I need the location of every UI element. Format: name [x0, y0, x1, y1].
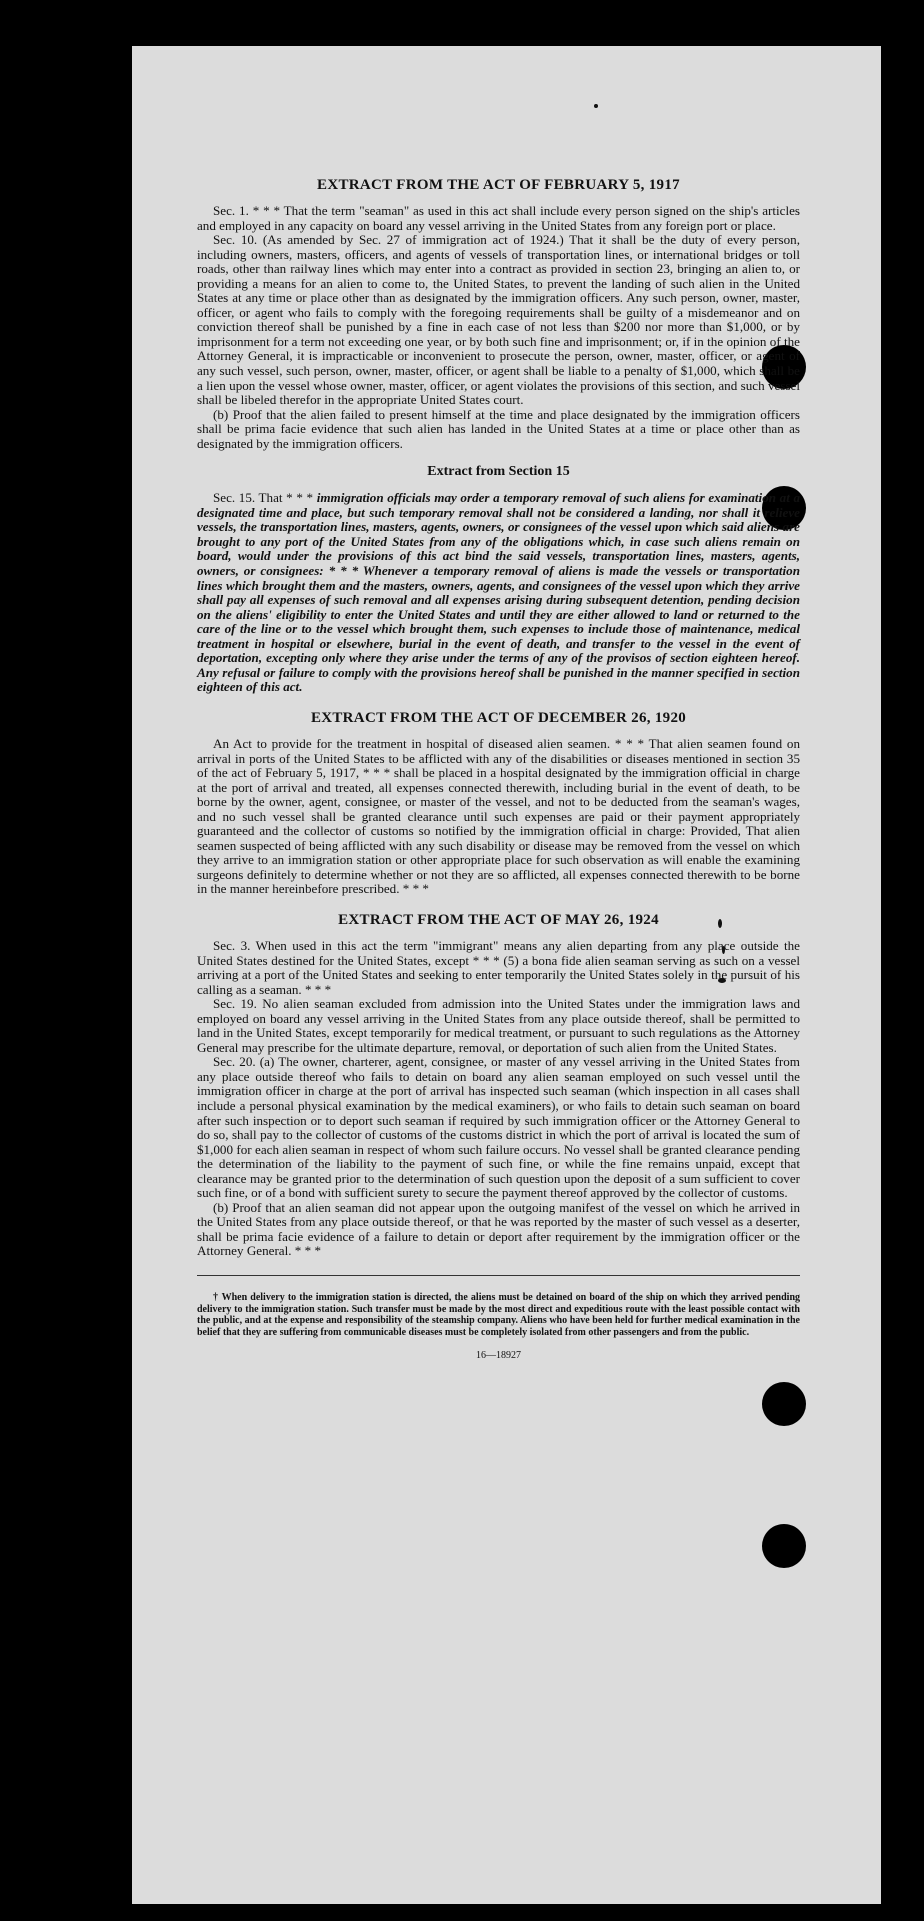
sec20b-paragraph: (b) Proof that an alien seaman did not appear upon the outgoing manifest of the vessel on which he arrived in the United States from any place outside thereof, or that he was reported by the master of such vessel as a deserter, shall be prima facie evidence of a failure to detain or deport after requirement by the immigration officer or the Attorney General. * * *: [197, 1199, 800, 1259]
punch-hole: [762, 1524, 806, 1568]
sec15-paragraph: [197, 491, 800, 695]
document-body: [197, 176, 800, 1361]
footnote: [197, 1292, 800, 1338]
section-title-1924: EXTRACT FROM THE ACT OF MAY 26, 1924: [338, 911, 659, 928]
act-1920-paragraph: An Act to provide for the treatment in hospital of diseased alien seamen. * * * That alien seamen found on arrival in ports of the United States to be afflicted with any of the disabilities or diseases mentioned in section 35 of the act of February 5, 1917, * * * shall be placed in a hospital designated by the immigration official in charge at the port of arrival and treated, all expenses connected therewith, including burial in the event of death, to be borne by the owner, agent, consignee, or master of the vessel, and not to be deducted from the seaman's wages, and no such vessel shall be granted clearance until such expenses are paid or their payment appropriately guaranteed and the collector of customs so notified by the immigration official in charge: Provided, That alien seamen suspected of being afflicted with any such disability or disease may be removed from the vessel on which they arrive to an immigration station or other appropriate place for such observation as will enable the examining surgeons definitely to determine whether or not they are so afflicted, all expenses connected therewith to be borne in the manner hereinbefore prescribed. * * *: [197, 735, 800, 897]
sec19-paragraph: Sec. 19. No alien seaman excluded from admission into the United States under the immigration laws and employed on board any vessel arriving in the United States from any place outside thereof, shall be permitted to land in the United States, except temporarily for medical treatment, or pursuant to such regulations as the Attorney General may prescribe for the ultimate departure, removal, or deportation of such alien from the United States.: [197, 996, 800, 1055]
section-title-15: Extract from Section 15: [427, 464, 570, 480]
section-title-1917: EXTRACT FROM THE ACT OF FEBRUARY 5, 1917: [317, 177, 680, 193]
section-title-1920: EXTRACT FROM THE ACT OF DECEMBER 26, 1920: [310, 709, 687, 726]
sec15-lead: Sec. 15. That * * *: [213, 490, 314, 506]
sec10-paragraph: Sec. 10. (As amended by Sec. 27 of immigration act of 1924.) That it shall be the duty of every person, including owners, masters, officers, and agents of vessels of transportation lines, or international bridges or toll roads, other than railway lines which may enter into a contract as provided in section 23, bringing an alien to, or providing a means for an alien to come to, the United States, to prevent the landing of such alien in the United States at any time or place other than as designated by the immigration officers. Any such person, owner, master, officer, or agent who fails to comply with the foregoing requirements shall be guilty of a misdemeanor and on conviction thereof shall be punished by a fine in each case of not less than $200 nor more than $1,000, or by imprisonment for a term not exceeding one year, or by both such fine and imprisonment; or, if in the opinion of the Attorney General, it is impracticable or inconvenient to prosecute the person, owner, master, officer, or agent of any such vessel, such person, owner, master, officer, or agent shall be liable to a penalty of $1,000, which shall be a lien upon the vessel whose owner, master, officer, or agent violates the provisions of this section, and such vessel shall be libeled therefor in the appropriate United States court.: [197, 232, 800, 408]
sec10b-paragraph: (b) Proof that the alien failed to present himself at the time and place designated by the immigration officers shall be prima facie evidence that such alien has landed in the United States at a time or place other than as designated by the immigration officers.: [197, 406, 800, 451]
punch-hole: [762, 1382, 806, 1426]
sec15-body: immigration officials may order a temporary removal of such aliens for examination at a designated time and place, but such temporary removal shall not be considered a landing, nor shall it relieve vessels, the transportation lines, masters, agents, owners, or consignees of the vessel upon which said aliens are brought to any port of the United States from any of the obligations which, in case such aliens remain on board, would under the provisions of this act bind the said vessels, transportation lines, masters, agents, owners, or consignees: * * * Whenever a temporary removal of aliens is made the vessels or transportation lines which brought them and the masters, owners, agents, and consignees of the vessel upon which they arrive shall pay all expenses of such removal and all expenses arising during subsequent detention, pending decision on the aliens' eligibility to enter the United States and until they are either allowed to land or returned to the care of the line or to the vessel which brought them, such expenses to include those of maintenance, medical treatment in hospital or elsewhere, burial in the event of death, and transfer to the vessel in the event of deportation, excepting only where they arise under the terms of any of the provisos of section eighteen hereof. Any refusal or failure to comply with the provisions hereof shall be punished in the manner specified in section eighteen of this act.: [197, 490, 800, 695]
sec20-paragraph: Sec. 20. (a) The owner, charterer, agent, consignee, or master of any vessel arriving in the United States from any place outside thereof who fails to detain on board any alien seaman employed on such vessel until the immigration officer in charge at the port of arrival has inspected such seaman (which inspection in all cases shall include a personal physical examination by the medical examiners), or who fails to detain such seaman on board after such inspection or to deport such seaman if required by such immigration officer or the Attorney General to do so, shall pay to the collector of customs of the customs district in which the port of arrival is located the sum of $1,000 for each alien seaman in respect of whom such failure occurs. No vessel shall be granted clearance pending the determination of the liability to the payment of such fine, or while the fine remains unpaid, except that clearance may be granted prior to the determination of such question upon the deposit of a sum sufficient to cover such fine, or of a bond with sufficient surety to secure the payment thereof approved by the collector of customs.: [197, 1054, 800, 1201]
sec1-paragraph: Sec. 1. * * * That the term "seaman" as used in this act shall include every person signed on the ship's articles and employed in any capacity on board any vessel arriving in the United States from any foreign port or place.: [197, 203, 800, 233]
sec3-paragraph: Sec. 3. When used in this act the term "immigrant" means any alien departing from any place outside the United States destined for the United States, except * * * (5) a bona fide alien seaman serving as such on a vessel arriving at a port of the United States and seeking to enter temporarily the United States solely in the pursuit of his calling as a seaman. * * *: [197, 937, 800, 997]
document-page: [132, 46, 881, 1904]
print-code: 16—18927: [476, 1350, 521, 1361]
speck: [594, 104, 598, 108]
footnote-text: † When delivery to the immigration station is directed, the aliens must be detained on board of the ship on which they arrived pending delivery to the immigration station. Such transfer must be made by the most direct and expeditious route with the least possible contact with the public, and at the expense and responsibility of the steamship company. Aliens who have been held for further medical examination in the belief that they are suffering from communicable diseases must be completely isolated from other passengers and from the public.: [197, 1292, 800, 1338]
